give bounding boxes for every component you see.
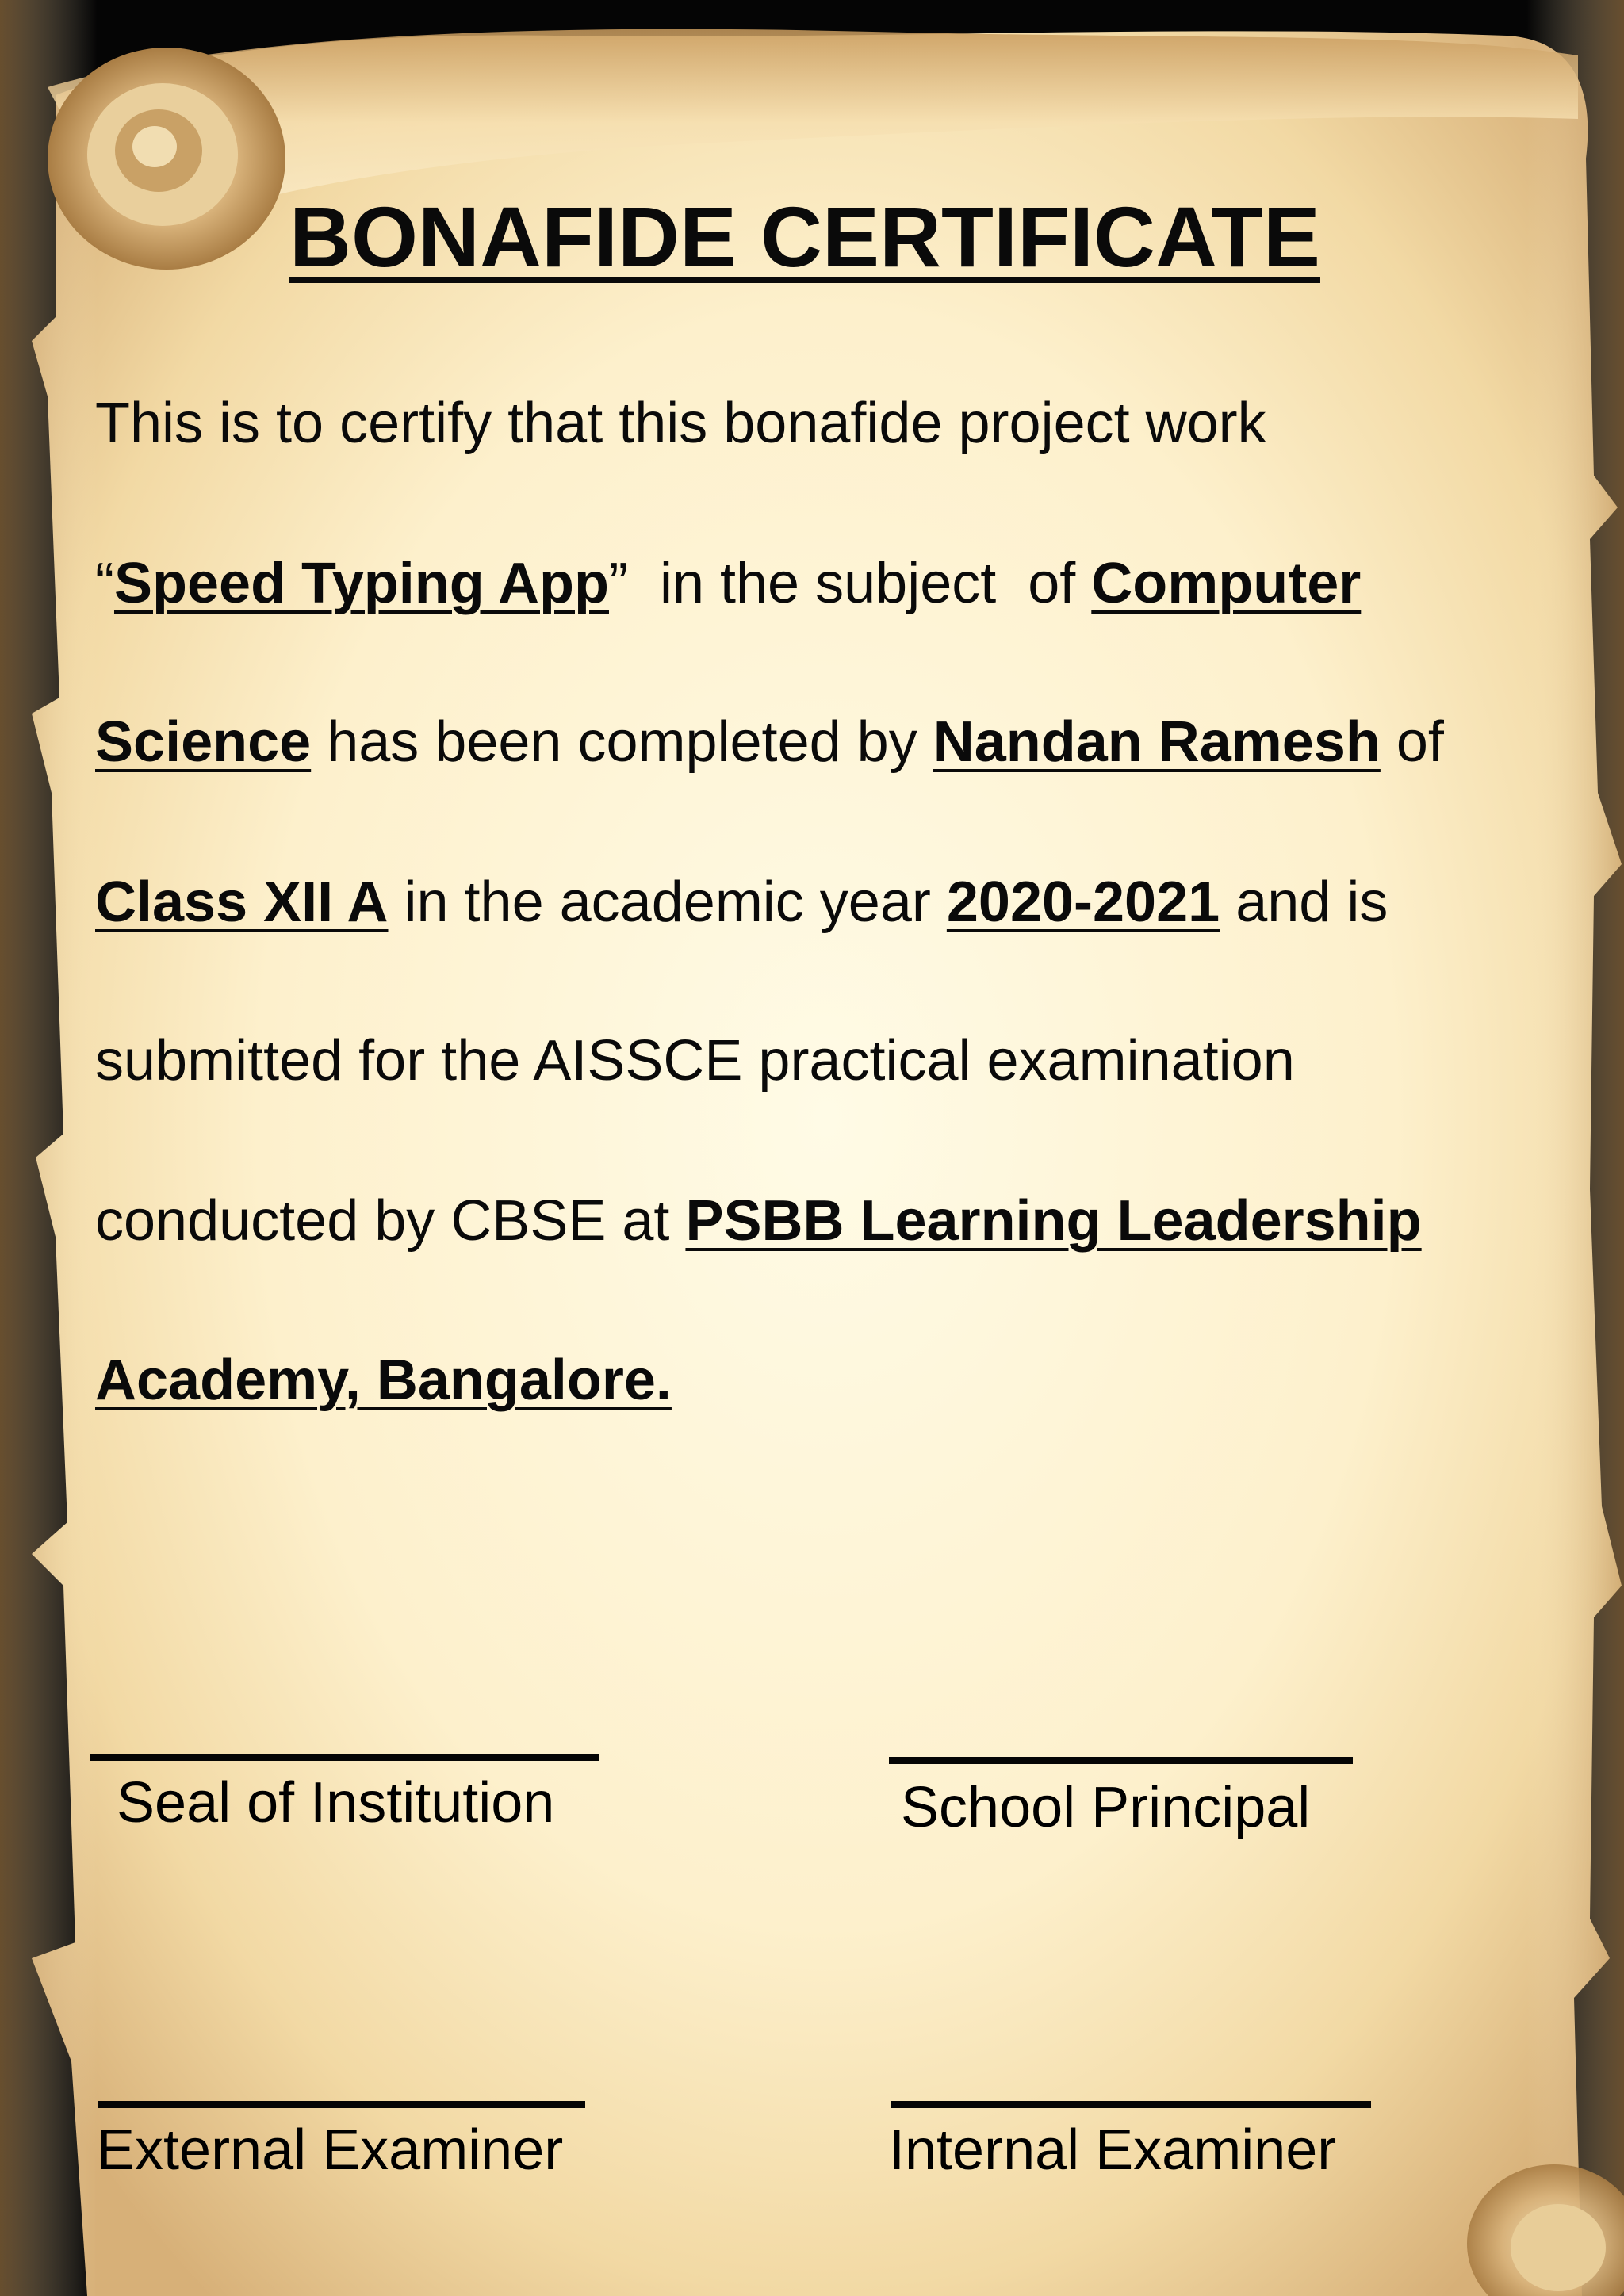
body-line-2-mid: ” in the subject of bbox=[608, 552, 1092, 615]
internal-examiner-label: Internal Examiner bbox=[889, 2118, 1337, 2182]
certificate-title bbox=[95, 189, 1515, 285]
open-quote: “ bbox=[95, 552, 114, 615]
body-line-3-end: of bbox=[1380, 710, 1444, 774]
subject-part-2: Science bbox=[95, 710, 312, 774]
seal-label: Seal of Institution bbox=[117, 1771, 555, 1835]
body-line-4 bbox=[95, 871, 1388, 934]
body-line-1 bbox=[95, 392, 1266, 455]
body-line-6 bbox=[95, 1189, 1422, 1253]
project-title: Speed Typing App bbox=[113, 552, 609, 615]
external-examiner-label: External Examiner bbox=[97, 2118, 564, 2182]
body-line-3 bbox=[95, 710, 1444, 774]
student-name: Nandan Ramesh bbox=[933, 710, 1381, 774]
internal-signature-line bbox=[891, 2101, 1371, 2108]
subject-part-1: Computer bbox=[1091, 552, 1362, 615]
academic-year: 2020-2021 bbox=[946, 871, 1220, 934]
body-line-3-mid: has been completed by bbox=[311, 710, 933, 774]
body-line-4-end: and is bbox=[1220, 871, 1388, 934]
body-line-6-text: conducted by CBSE at bbox=[95, 1189, 686, 1253]
principal-label: School Principal bbox=[901, 1776, 1311, 1839]
school-name-part-2: Academy, Bangalore. bbox=[95, 1349, 672, 1412]
body-line-2 bbox=[95, 552, 1362, 615]
body-line-1-text: This is to certify that this bonafide project work bbox=[95, 392, 1266, 455]
certificate-content bbox=[95, 0, 1522, 2296]
certificate-title-text: BONAFIDE CERTIFICATE bbox=[289, 189, 1320, 285]
external-signature-line bbox=[98, 2101, 585, 2108]
body-line-4-mid: in the academic year bbox=[388, 871, 947, 934]
body-line-7 bbox=[95, 1349, 672, 1412]
body-line-5-text: submitted for the AISSCE practical examination bbox=[95, 1029, 1295, 1093]
student-class: Class XII A bbox=[95, 871, 389, 934]
body-line-5 bbox=[95, 1029, 1295, 1093]
seal-signature-line bbox=[90, 1754, 599, 1761]
school-name-part-1: PSBB Learning Leadership bbox=[685, 1189, 1422, 1253]
principal-signature-line bbox=[889, 1757, 1353, 1764]
